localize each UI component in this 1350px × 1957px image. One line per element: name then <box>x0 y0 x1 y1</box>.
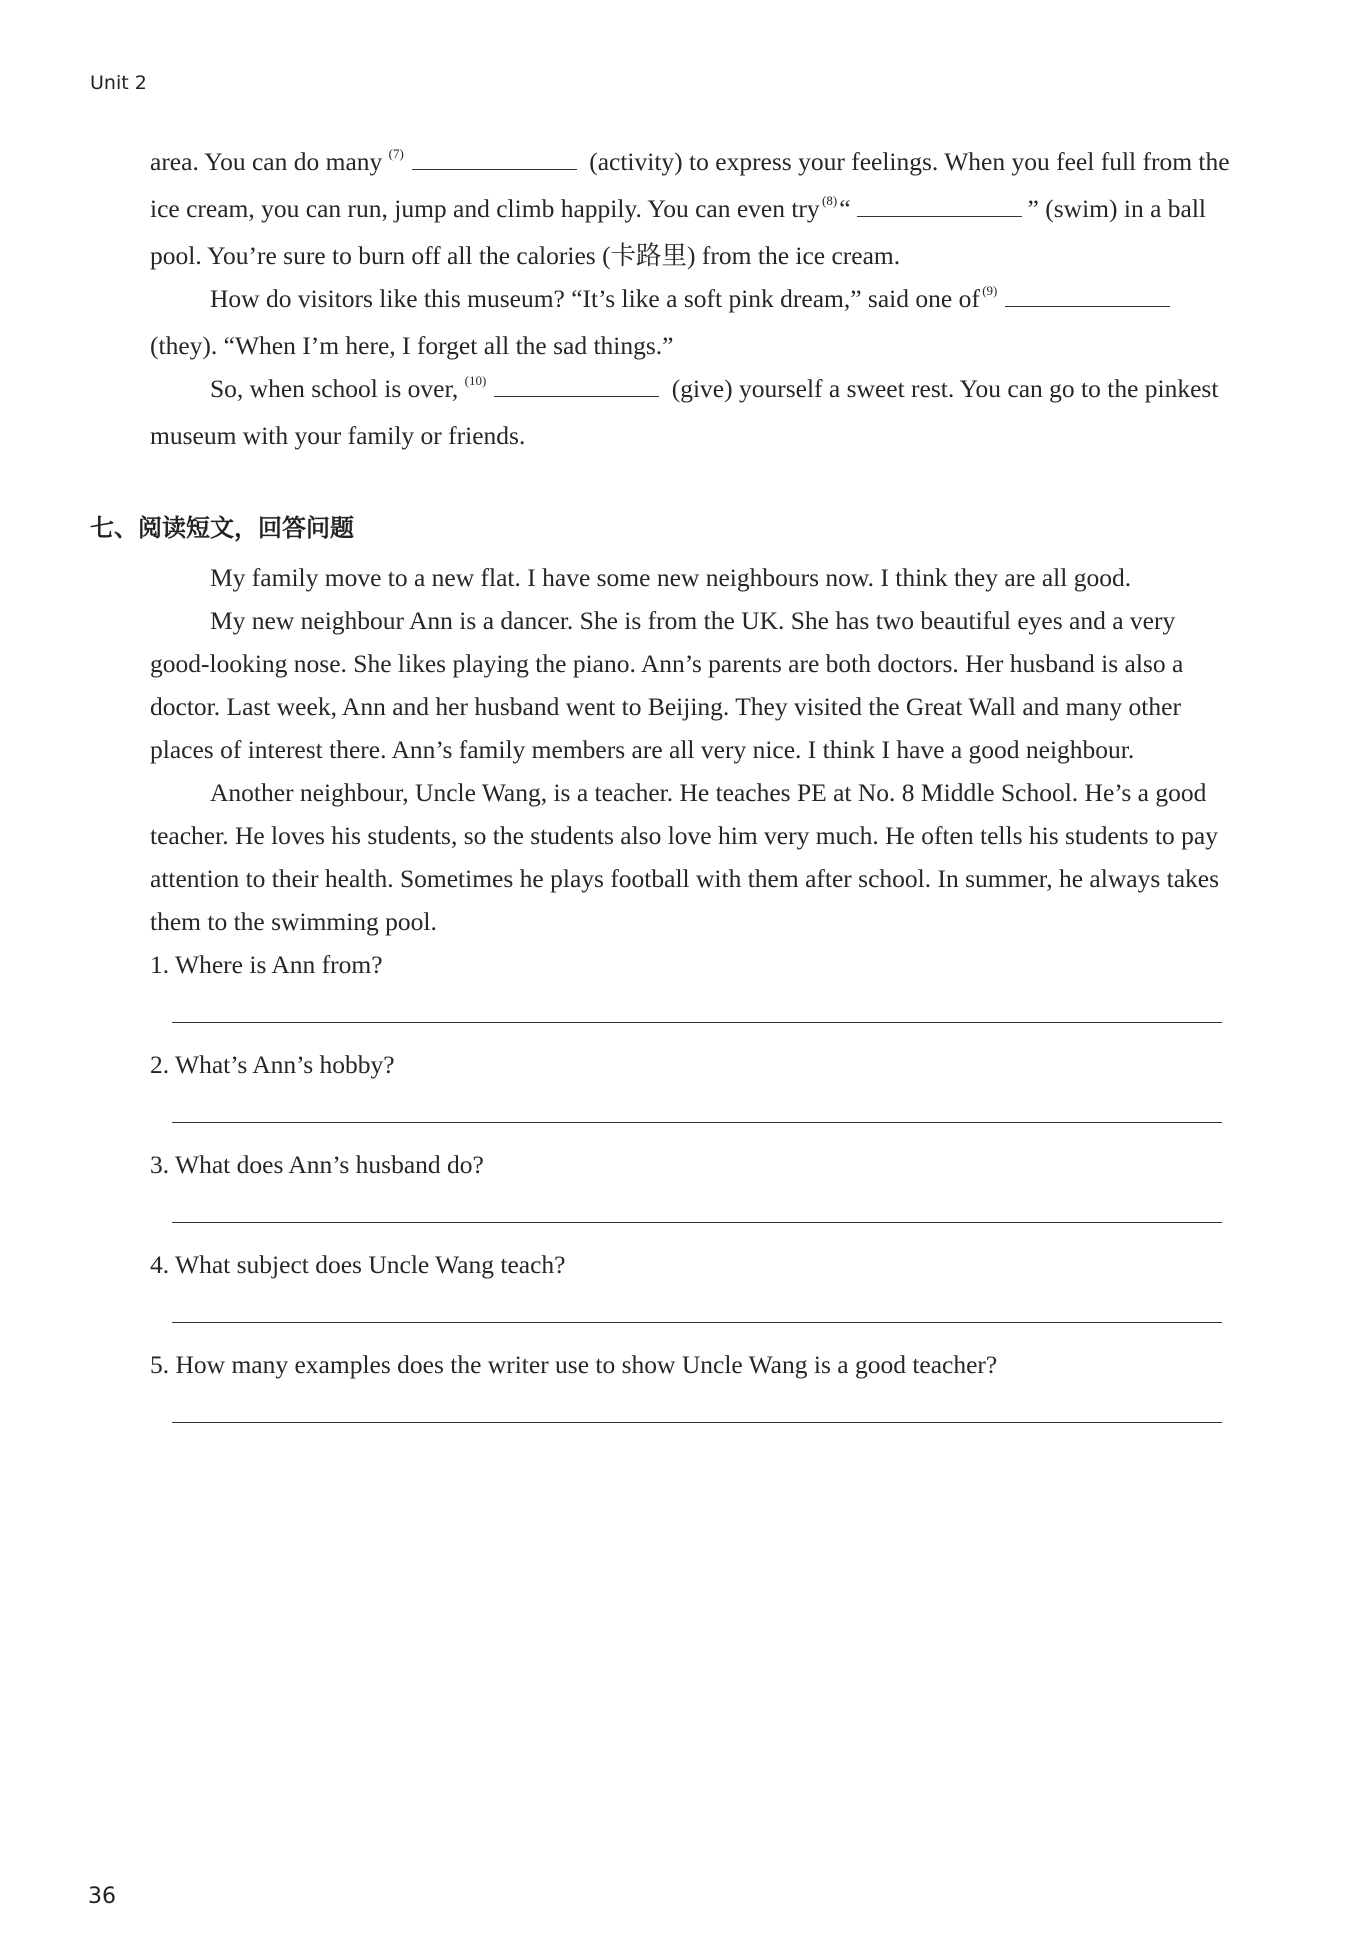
question-4: 4. What subject does Uncle Wang teach? <box>150 1250 566 1279</box>
text-segment: (activity) to express your feelings. When you feel full from the ice cream, you can run, jump and climb happily. You can even try <box>150 147 1230 223</box>
reading-paragraph-2: My new neighbour Ann is a dancer. She is from the UK. She has two beautiful eyes and a very good-looking nose. She likes playing the piano. Ann’s parents are both doctors. Her husband is also a doctor. Last week, Ann and her husband went to Beijing. They visited the Great Wall and many other places of interest there. Ann’s family members are all very nice. I think I have a good neighbour. <box>150 606 1184 764</box>
quote-open: “ <box>839 194 851 223</box>
page-number: 36 <box>88 1884 116 1909</box>
answer-line-3[interactable] <box>172 1222 1222 1223</box>
cloze-paragraph-2 <box>150 277 1235 367</box>
blank-number-9: (9) <box>982 283 998 298</box>
answer-blank-9[interactable] <box>1005 280 1170 307</box>
answer-line-2[interactable] <box>172 1122 1222 1123</box>
section-title: 七、阅读短文，回答问题 <box>90 514 354 542</box>
answer-line-5[interactable] <box>172 1422 1222 1423</box>
reading-passage <box>150 556 1235 1443</box>
text-segment: (they). “When I’m here, I forget all the sad things.” <box>150 331 674 360</box>
text-segment: area. You can do many <box>150 147 383 176</box>
reading-paragraph-3: Another neighbour, Uncle Wang, is a teacher. He teaches PE at No. 8 Middle School. He’s a good teacher. He loves his students, so the students also love him very much. He often tells his students to pay attention to their health. Sometimes he plays football with them after school. In summer, he always takes them to the swimming pool. <box>150 778 1220 936</box>
text-segment: How do visitors like this museum? “It’s like a soft pink dream,” said one of <box>210 284 980 313</box>
answer-line-4[interactable] <box>172 1322 1222 1323</box>
cloze-paragraph-3 <box>150 367 1235 457</box>
text-segment: ” (swim) in a ball pool. You’re sure to burn off all the calories (卡路里) from the ice cream. <box>150 194 1206 270</box>
question-5: 5. How many examples does the writer use to show Uncle Wang is a good teacher? <box>150 1350 998 1379</box>
question-3: 3. What does Ann’s husband do? <box>150 1150 484 1179</box>
blank-number-10: (10) <box>464 373 487 388</box>
text-segment: So, when school is over, <box>210 374 459 403</box>
question-1: 1. Where is Ann from? <box>150 950 383 979</box>
answer-blank-7[interactable] <box>412 143 577 170</box>
cloze-paragraph-1 <box>150 140 1235 277</box>
answer-blank-10[interactable] <box>494 370 659 397</box>
text-segment: (give) yourself a sweet rest. You can go to the pinkest museum with your family or friends. <box>150 374 1219 450</box>
blank-number-7: (7) <box>388 146 404 161</box>
blank-number-8: (8) <box>822 193 838 208</box>
question-2: 2. What’s Ann’s hobby? <box>150 1050 395 1079</box>
reading-paragraph-1: My family move to a new flat. I have some new neighbours now. I think they are all good. <box>210 563 1132 592</box>
cloze-passage-continued <box>150 140 1235 457</box>
unit-header: Unit 2 <box>90 72 147 94</box>
answer-line-1[interactable] <box>172 1022 1222 1023</box>
answer-blank-8[interactable] <box>857 190 1022 217</box>
